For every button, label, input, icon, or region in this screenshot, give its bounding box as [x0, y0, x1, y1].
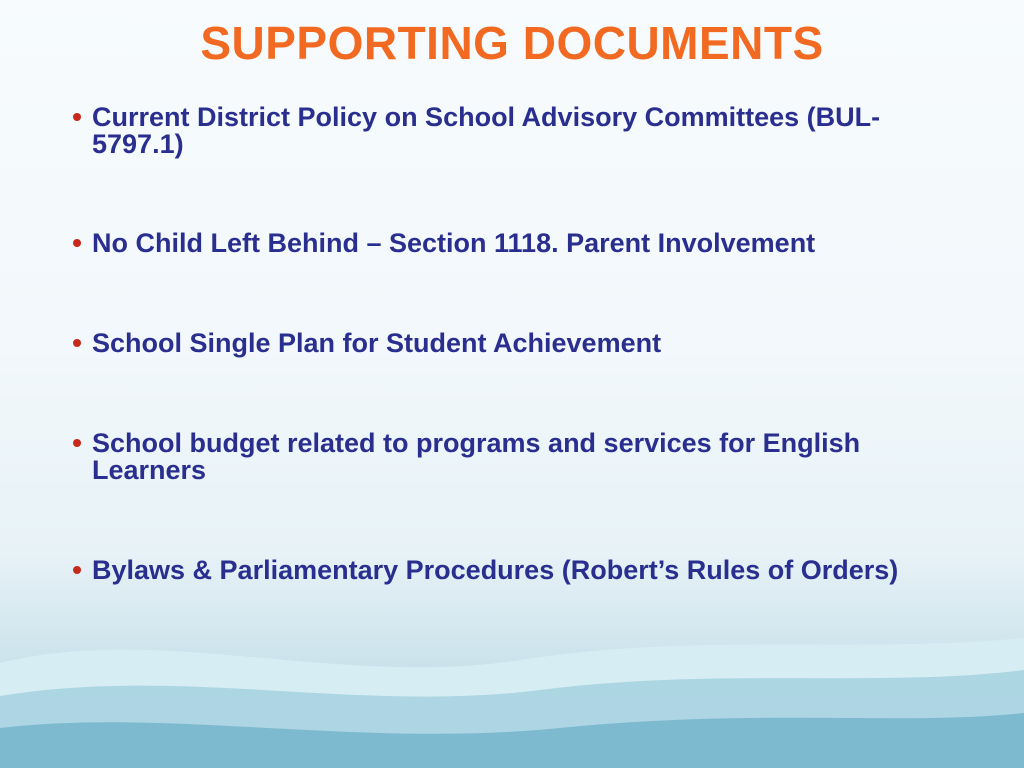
bullet-text: Bylaws & Parliamentary Procedures (Robert’s Rules of Orders) — [92, 555, 899, 585]
bullet-icon: • — [72, 227, 82, 258]
bullet-item-school-budget — [70, 427, 930, 485]
bullet-icon: • — [72, 427, 82, 458]
bullet-text: Current District Policy on School Advisory Committees (BUL-5797.1) — [92, 102, 881, 159]
bullet-icon: • — [72, 101, 82, 132]
bullet-text: School Single Plan for Student Achievement — [92, 328, 662, 358]
bullet-icon: • — [72, 554, 82, 585]
slide-title: SUPPORTING DOCUMENTS — [200, 17, 824, 69]
bullet-item-district-policy — [70, 101, 930, 159]
bullet-item-bylaws — [70, 554, 930, 585]
bullet-item-no-child-left-behind — [70, 227, 930, 258]
bullet-text: No Child Left Behind – Section 1118. Parent Involvement — [92, 228, 816, 258]
bullet-item-single-plan — [70, 327, 930, 358]
bullet-text: School budget related to programs and services for English Learners — [92, 428, 861, 485]
bullet-icon: • — [72, 327, 82, 358]
